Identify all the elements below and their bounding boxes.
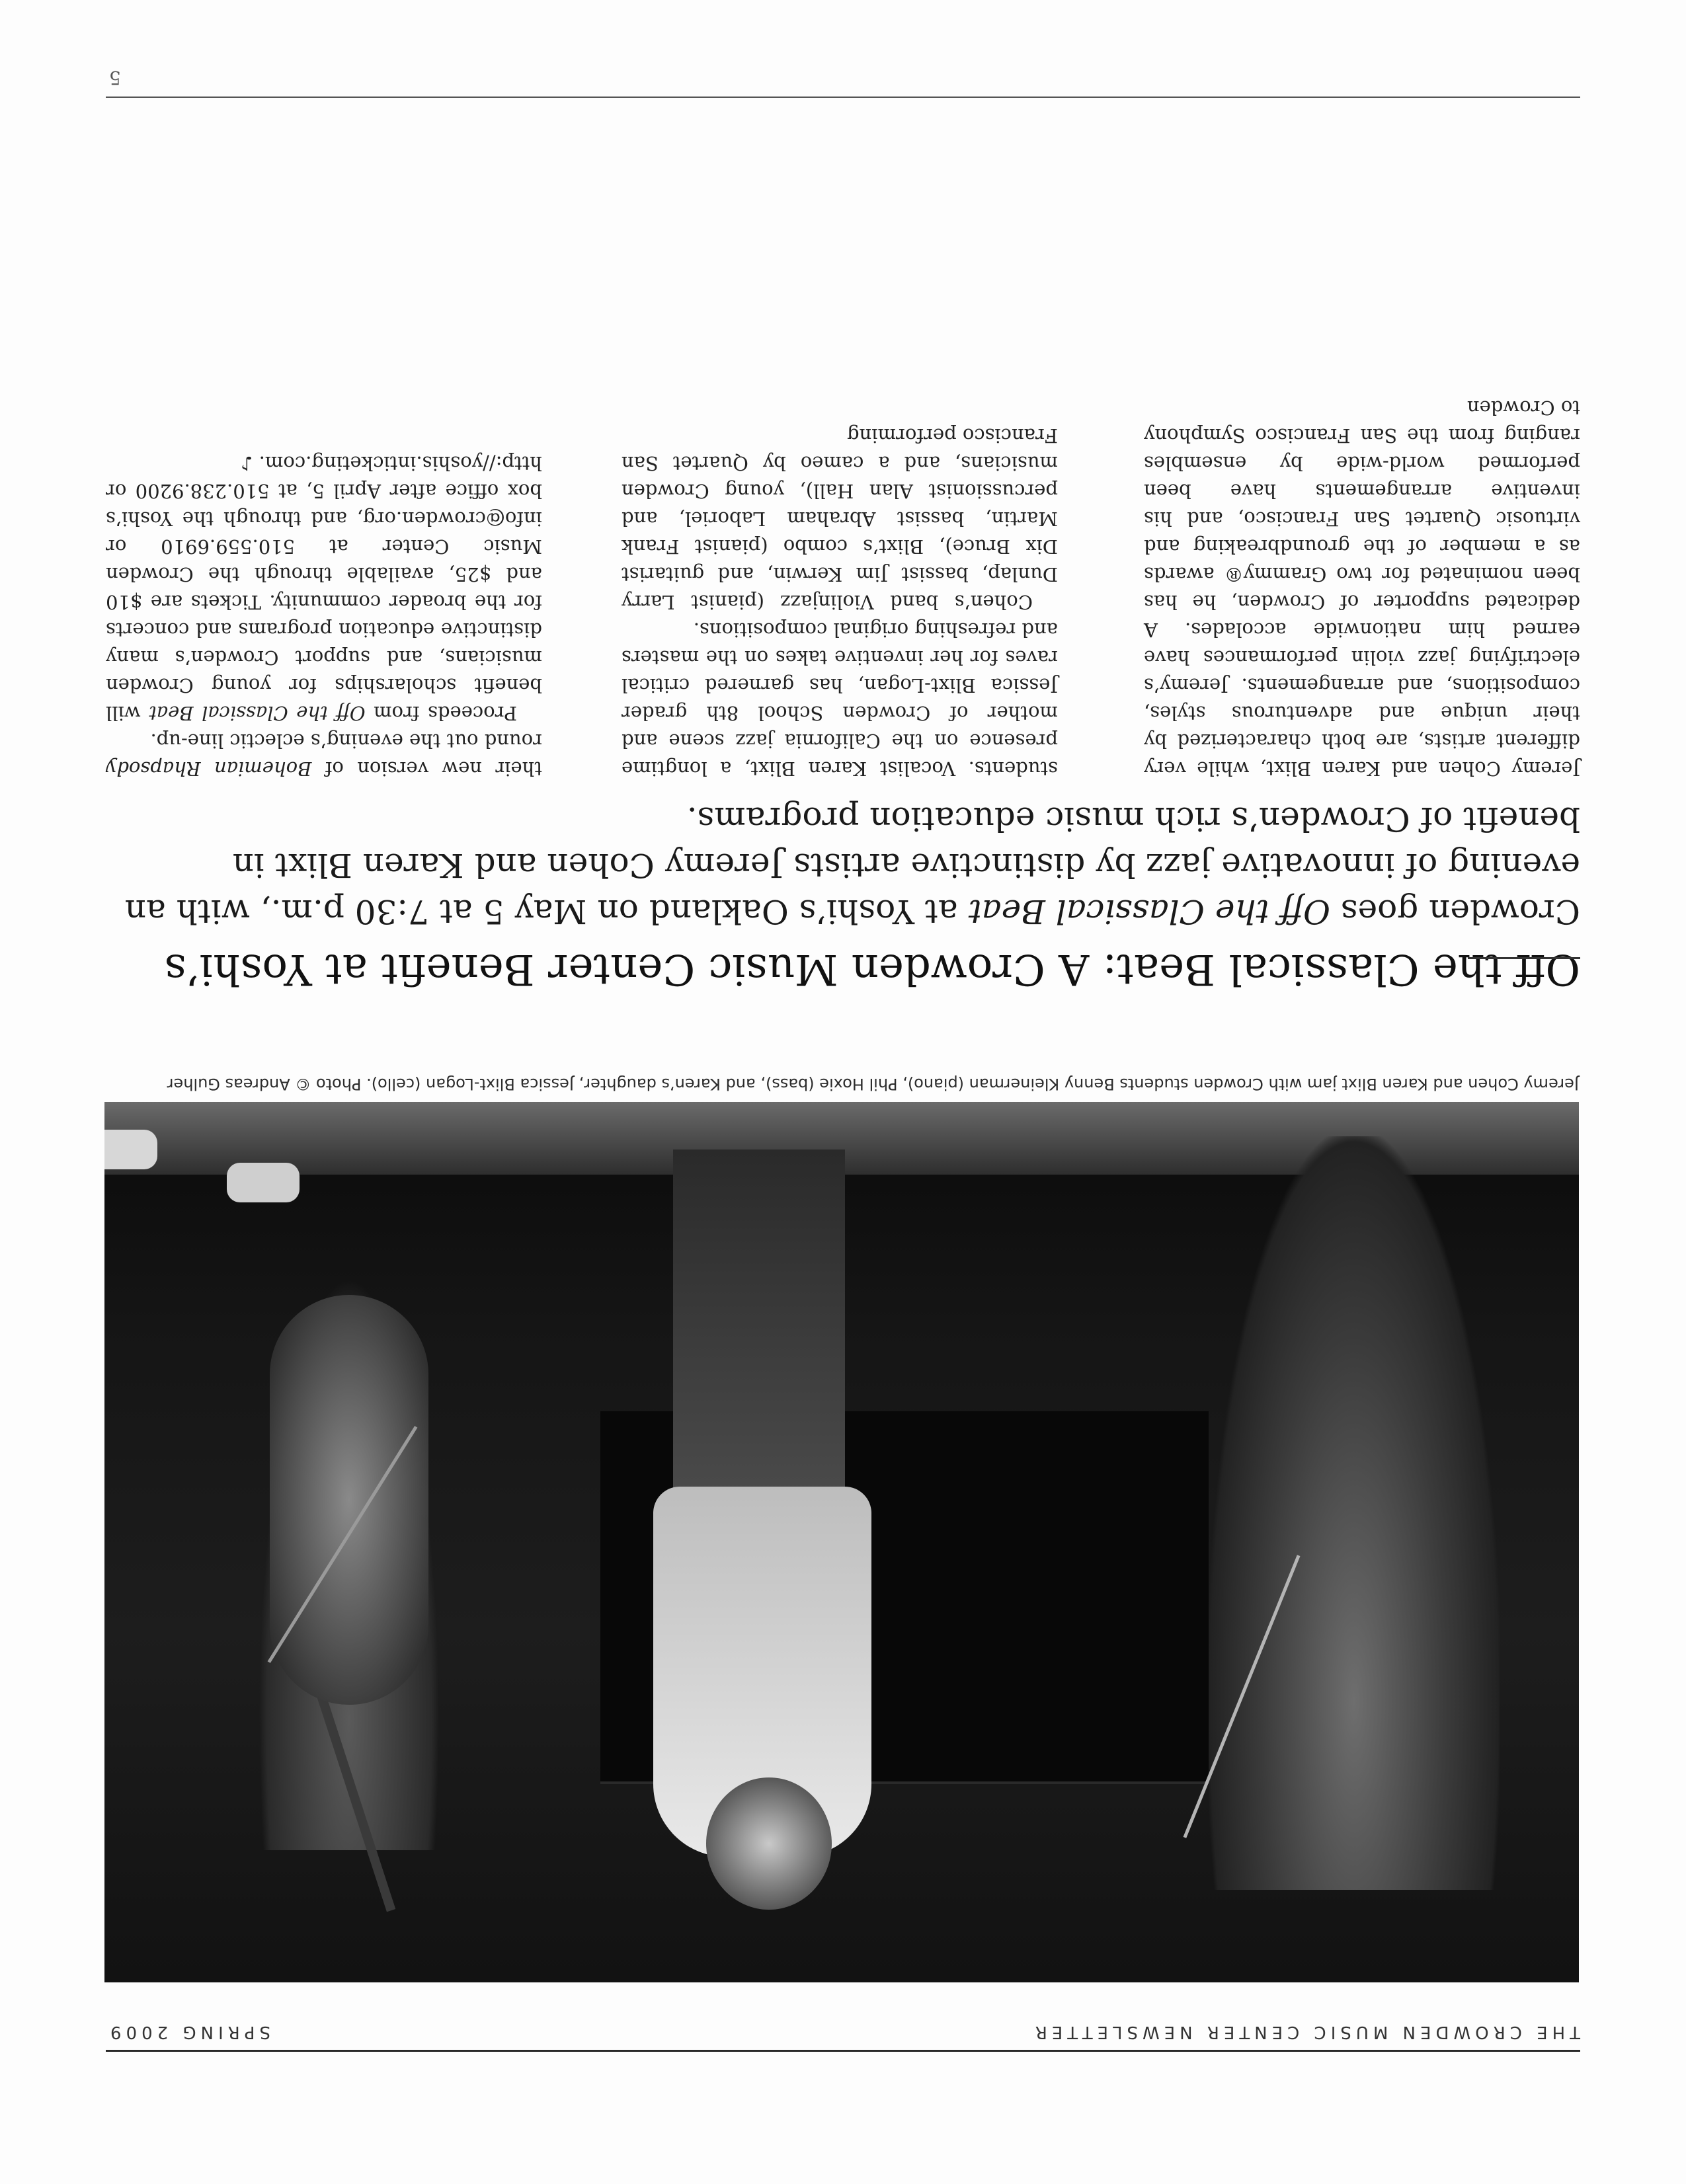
photo-shoe (104, 1130, 157, 1169)
article-body (106, 254, 1580, 783)
paragraph: students. Vocalist Karen Blixt, a longtime presence on the California jazz scene and mother of Crowden School 8th grader Jessica Blixt-Logan, has garnered critical raves for her inventive takes on the masters and refreshing original compositions. (622, 619, 1058, 780)
lede-text: at Yoshi’s Oakland on May 5 at 7:30 p.m., with an evening of innovative jazz by distinctive artists Jeremy Cohen and Karen Blixt in benefit of Crowden’s rich music education programs. (124, 800, 1580, 931)
paragraph-text: will benefit scholarships for young Crowden musicians, and support Crowden’s many distinctive education programs and concerts for the broader community. Tickets are $10 and $25, available through the Crowden Music Center at 510.559.6910 or info@crowden.org, and through the Yoshi’s box office after April 5, at 510.238.9200 or http://yoshis.inticketing.com. ♪ (106, 452, 542, 724)
photo-caption: Jeremy Cohen and Karen Blixt jam with Crowden students Benny Kleinerman (piano), Phil Hoxie (bass), and Karen’s daughter, Jessica Blixt-Logan (cello). Photo © Andreas Gulher (167, 1075, 1579, 1093)
title-rule (1468, 957, 1580, 959)
lede-italic-title: Off the Classical Beat (968, 892, 1330, 931)
photo-violinist (1209, 1136, 1500, 1890)
photo-singer-legs (673, 1150, 845, 1493)
article-column-1 (1144, 394, 1580, 783)
paragraph-italic: Bohemian Rhapsody (106, 758, 312, 780)
header-rule (106, 2050, 1580, 2052)
paragraph: Jeremy Cohen and Karen Blixt, while very different artists, are both characterized by their unique and adventurous styles, compositions, and arrangements. Jeremy’s electrifying jazz violin performances have earned him nationwide accolades. A dedicated supporter of Crowden, he has been nominated for two Grammy® awards as a member of the groundbreaking and virtuosic Quartet San Francisco, and his inventive arrangements have been performed world-wide by ensembles ranging from the San Francisco Symphony to Crowden (1144, 397, 1580, 780)
article-column-3 (106, 449, 542, 783)
paragraph-italic: Off the Classical Beat (149, 702, 366, 724)
article-title: Off the Classical Beat: A Crowden Music Center Benefit at Yoshi’s (164, 945, 1580, 994)
article-photo (104, 1102, 1579, 1982)
lede-text: Crowden goes (1330, 892, 1580, 931)
paragraph: Cohen’s band Violinjazz (pianist Larry Dunlap, bassist Jim Kerwin, and guitarist Dix Bruce), Blixt’s combo (pianist Frank Martin, bassist Abraham Laboriel, and percussionist Alan Hall), young Crowden musicians, and a cameo by Quartet San Francisco performing (622, 424, 1058, 613)
photo-singer-head (706, 1777, 832, 1910)
article-column-2 (622, 422, 1058, 783)
footer-rule (106, 97, 1580, 98)
paragraph-text: round out the evening’s eclectic line-up. (150, 730, 542, 752)
newsletter-name: THE CROWDEN MUSIC CENTER NEWSLETTER (1030, 2022, 1580, 2042)
paragraph-text: Proceeds from (365, 702, 517, 724)
issue-label: SPRING 2009 (106, 2022, 270, 2042)
page-number: 5 (109, 67, 121, 89)
article-lede (106, 796, 1580, 935)
photo-shoe (227, 1163, 300, 1202)
photo-cello (270, 1295, 428, 1705)
paragraph-text: their new version of (311, 758, 542, 780)
paragraph (106, 449, 542, 727)
paragraph (106, 727, 542, 783)
